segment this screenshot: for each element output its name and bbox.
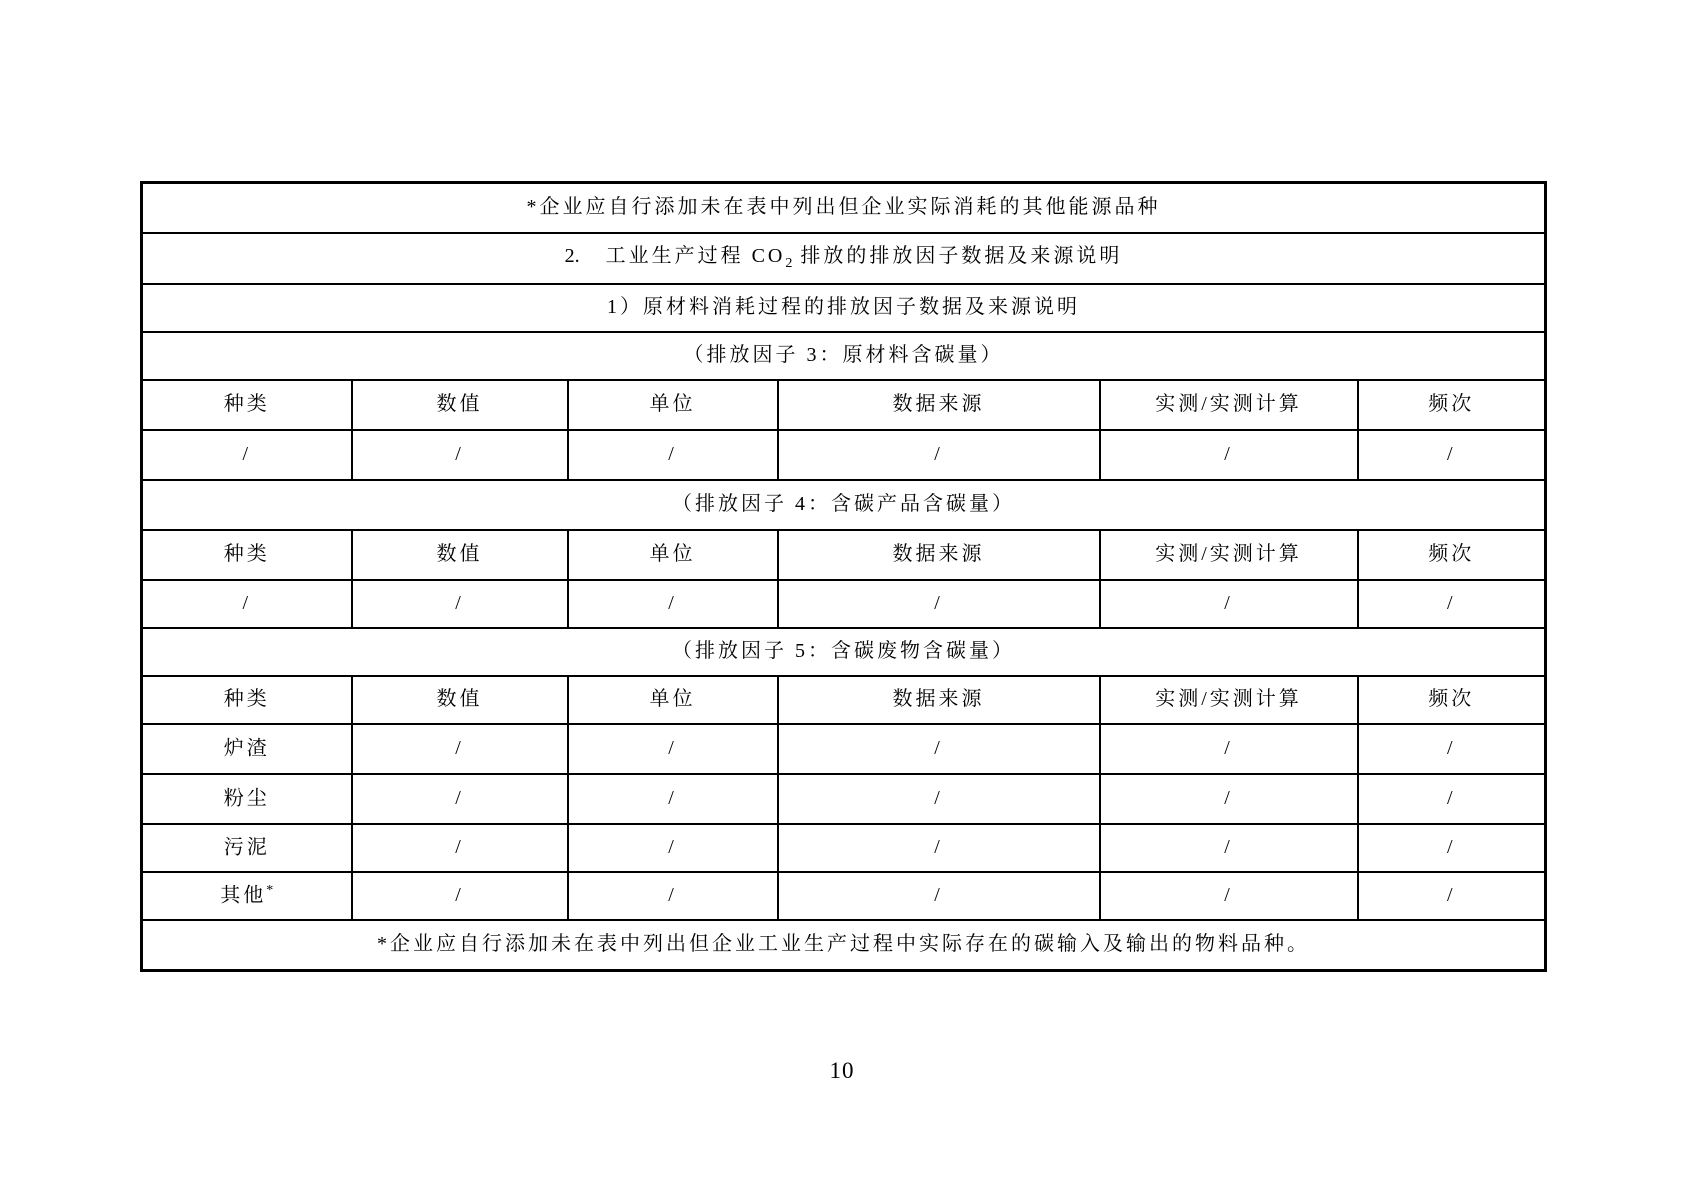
material-name-cell xyxy=(142,872,352,920)
subsection-1-title-row xyxy=(142,284,1546,332)
data-cell: / xyxy=(568,824,778,872)
header-cell-measured: 实测/实测计算 xyxy=(1100,380,1358,430)
data-cell: / xyxy=(1358,824,1546,872)
header-cell-unit: 单位 xyxy=(568,676,778,724)
section-2-number: 2. xyxy=(564,244,580,267)
data-cell: / xyxy=(1358,872,1546,920)
factor-3-data-row xyxy=(142,430,1546,480)
header-cell-value: 数值 xyxy=(352,676,568,724)
factor-4-label: （排放因子 4：含碳产品含碳量） xyxy=(142,480,1546,530)
header-cell-measured: 实测/实测计算 xyxy=(1100,530,1358,580)
note-material-text: *企业应自行添加未在表中列出但企业工业生产过程中实际存在的碳输入及输出的物料品种。 xyxy=(142,920,1546,971)
factor-5-label: （排放因子 5：含碳废物含碳量） xyxy=(142,628,1546,676)
header-cell-kind: 种类 xyxy=(142,530,352,580)
header-cell-kind: 种类 xyxy=(142,380,352,430)
data-cell: / xyxy=(568,774,778,824)
section-2-text-pre: 工业生产过程 CO xyxy=(605,244,786,267)
co2-subscript: 2 xyxy=(785,255,793,271)
factor-5-label-row xyxy=(142,628,1546,676)
header-cell-frequency: 频次 xyxy=(1358,530,1546,580)
material-name: 其他 xyxy=(220,884,267,907)
data-cell: / xyxy=(1100,724,1358,774)
data-cell: / xyxy=(352,824,568,872)
data-cell: / xyxy=(568,430,778,480)
data-cell: / xyxy=(568,872,778,920)
factor-4-header-row xyxy=(142,530,1546,580)
subsection-1-title: 1）原材料消耗过程的排放因子数据及来源说明 xyxy=(142,284,1546,332)
data-cell: / xyxy=(1100,580,1358,628)
data-cell: / xyxy=(1100,824,1358,872)
header-cell-measured: 实测/实测计算 xyxy=(1100,676,1358,724)
data-cell: / xyxy=(568,580,778,628)
factor-5-header-row xyxy=(142,676,1546,724)
emission-factor-table xyxy=(140,181,1547,972)
note-material-row xyxy=(142,920,1546,971)
header-cell-kind: 种类 xyxy=(142,676,352,724)
data-cell: / xyxy=(1358,724,1546,774)
data-cell: / xyxy=(778,774,1100,824)
data-cell: / xyxy=(1100,872,1358,920)
material-name-cell xyxy=(142,824,352,872)
header-cell-source: 数据来源 xyxy=(778,530,1100,580)
data-cell: / xyxy=(778,430,1100,480)
material-name: 污泥 xyxy=(223,836,270,859)
data-cell: / xyxy=(1358,580,1546,628)
data-cell: / xyxy=(352,580,568,628)
material-row-slag xyxy=(142,724,1546,774)
material-footnote-mark: * xyxy=(266,883,274,899)
header-cell-unit: 单位 xyxy=(568,380,778,430)
header-cell-source: 数据来源 xyxy=(778,380,1100,430)
material-name: 炉渣 xyxy=(223,737,270,760)
factor-3-label: （排放因子 3：原材料含碳量） xyxy=(142,332,1546,380)
note-energy-row xyxy=(142,183,1546,233)
data-cell: / xyxy=(778,824,1100,872)
data-cell: / xyxy=(568,724,778,774)
material-name-cell xyxy=(142,774,352,824)
material-row-other xyxy=(142,872,1546,920)
data-cell: / xyxy=(142,580,352,628)
header-cell-value: 数值 xyxy=(352,530,568,580)
note-energy-text: *企业应自行添加未在表中列出但企业实际消耗的其他能源品种 xyxy=(142,183,1546,233)
data-cell: / xyxy=(352,430,568,480)
data-cell: / xyxy=(142,430,352,480)
data-cell: / xyxy=(1358,430,1546,480)
data-cell: / xyxy=(352,872,568,920)
factor-4-data-row xyxy=(142,580,1546,628)
data-cell: / xyxy=(352,774,568,824)
data-cell: / xyxy=(1100,430,1358,480)
section-2-title xyxy=(142,233,1546,284)
header-cell-frequency: 频次 xyxy=(1358,676,1546,724)
page-number: 10 xyxy=(829,1058,855,1083)
material-row-sludge xyxy=(142,824,1546,872)
section-2-text-post: 排放的排放因子数据及来源说明 xyxy=(792,244,1123,267)
data-cell: / xyxy=(1100,774,1358,824)
data-cell: / xyxy=(778,872,1100,920)
data-cell: / xyxy=(1358,774,1546,824)
factor-3-label-row xyxy=(142,332,1546,380)
data-cell: / xyxy=(778,724,1100,774)
header-cell-frequency: 频次 xyxy=(1358,380,1546,430)
header-cell-value: 数值 xyxy=(352,380,568,430)
factor-3-header-row xyxy=(142,380,1546,430)
material-name-cell xyxy=(142,724,352,774)
header-cell-unit: 单位 xyxy=(568,530,778,580)
header-cell-source: 数据来源 xyxy=(778,676,1100,724)
data-cell: / xyxy=(352,724,568,774)
material-name: 粉尘 xyxy=(223,787,270,810)
data-cell: / xyxy=(778,580,1100,628)
factor-4-label-row xyxy=(142,480,1546,530)
material-row-dust xyxy=(142,774,1546,824)
section-2-title-row xyxy=(142,233,1546,284)
